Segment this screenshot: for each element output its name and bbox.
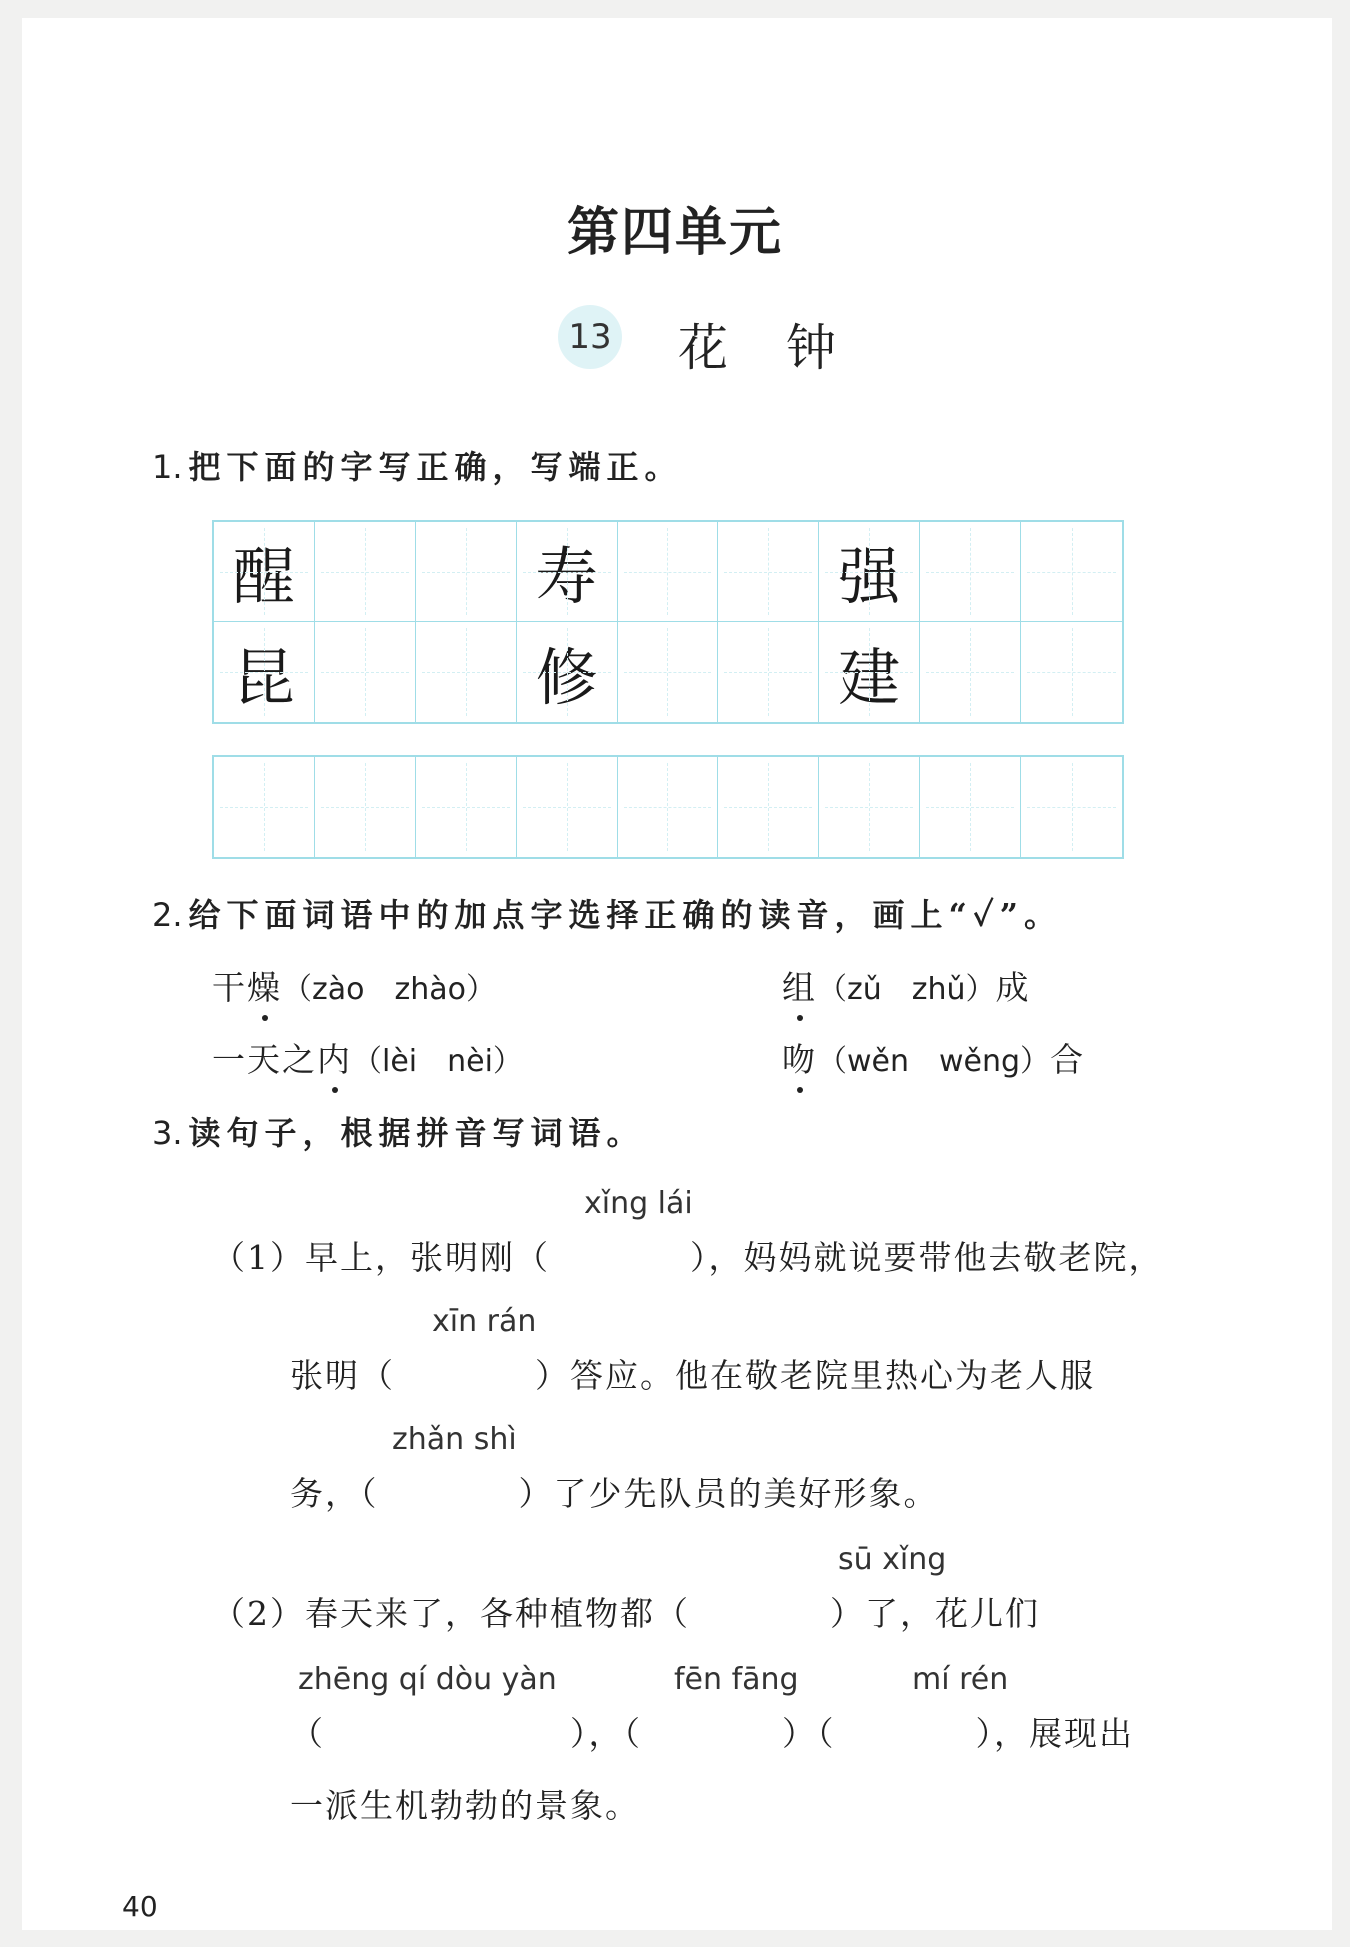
grid-cell[interactable]: 寿 [517, 522, 618, 622]
word-text: 成 [995, 968, 1031, 1007]
writing-grid-model [212, 520, 1124, 724]
pronunciation-item-4[interactable] [782, 1034, 1085, 1081]
grid-cell-blank[interactable] [1021, 757, 1122, 857]
question-2-number: 2. [152, 896, 183, 934]
word-text: 合 [1050, 1040, 1086, 1079]
grid-cell-blank[interactable] [920, 757, 1021, 857]
pinyin-options[interactable]: （wěn wěng） [817, 1044, 1051, 1079]
question-1-instruction: 把下面的字写正确，写端正。 [188, 448, 683, 486]
grid-cell[interactable] [416, 622, 517, 722]
sentence-1-line-2: 张明（ ）答应。他在敬老院里热心为老人服 [290, 1356, 1095, 1395]
grid-cell[interactable] [315, 522, 416, 622]
grid-cell[interactable] [618, 622, 719, 722]
grid-cell-blank[interactable] [819, 757, 920, 857]
sentence-1-line-3: 务，（ ）了少先队员的美好形象。 [290, 1474, 939, 1513]
grid-cell-blank[interactable] [214, 757, 315, 857]
grid-cell-blank[interactable] [315, 757, 416, 857]
grid-cell[interactable] [315, 622, 416, 722]
pinyin-hint: xīn rán [432, 1304, 537, 1339]
pinyin-hint: xǐng lái [584, 1186, 693, 1221]
grid-cell[interactable] [718, 522, 819, 622]
question-2 [152, 890, 1062, 936]
grid-cell[interactable]: 修 [517, 622, 618, 722]
pronunciation-item-3[interactable] [212, 1034, 523, 1081]
grid-cell[interactable] [920, 622, 1021, 722]
grid-cell-blank[interactable] [618, 757, 719, 857]
page-number: 40 [122, 1890, 158, 1923]
question-3-instruction: 读句子，根据拼音写词语。 [188, 1114, 645, 1152]
pinyin-hint: mí rén [912, 1662, 1009, 1697]
sentence-2-line-2: （ ），（ ）（ ），展现出 [290, 1714, 1134, 1753]
pinyin-options[interactable]: （lèi nèi） [352, 1044, 523, 1079]
question-3 [152, 1108, 645, 1154]
pinyin-options[interactable]: （zǔ zhǔ） [817, 972, 996, 1007]
grid-cell[interactable] [1021, 522, 1122, 622]
pinyin-hint: fēn fāng [674, 1662, 799, 1697]
pinyin-hint: zhēng qí dòu yàn [298, 1662, 557, 1697]
question-3-number: 3. [152, 1114, 183, 1152]
grid-cell-blank[interactable] [416, 757, 517, 857]
dotted-char: 内 [317, 1034, 352, 1081]
word-text: 干 [212, 968, 247, 1007]
pronunciation-item-1[interactable] [212, 962, 496, 1009]
pronunciation-item-2[interactable] [782, 962, 1031, 1009]
unit-title: 第四单元 [566, 202, 783, 263]
grid-cell-blank[interactable] [718, 757, 819, 857]
pinyin-options[interactable]: （zào zhào） [282, 972, 496, 1007]
sentence-1-line-1: （1）早上，张明刚（ ），妈妈就说要带他去敬老院， [212, 1238, 1164, 1277]
grid-cell[interactable] [416, 522, 517, 622]
grid-cell-blank[interactable] [517, 757, 618, 857]
grid-cell[interactable]: 醒 [214, 522, 315, 622]
dotted-char: 吻 [782, 1034, 817, 1081]
grid-cell[interactable] [618, 522, 719, 622]
question-2-instruction: 给下面词语中的加点字选择正确的读音，画上“✓”。 [188, 896, 1062, 934]
lesson-title: 花钟 [678, 319, 894, 377]
lesson-number-badge: 13 [558, 305, 622, 369]
dotted-char: 燥 [247, 962, 282, 1009]
grid-cell[interactable] [920, 522, 1021, 622]
pinyin-hint: zhǎn shì [392, 1422, 517, 1457]
sentence-2-line-3: 一派生机勃勃的景象。 [290, 1786, 640, 1825]
writing-grid-blank [212, 755, 1124, 859]
dotted-char: 组 [782, 962, 817, 1009]
word-text: 一天之 [212, 1040, 317, 1079]
grid-cell[interactable]: 昆 [214, 622, 315, 722]
grid-cell[interactable] [1021, 622, 1122, 722]
grid-cell[interactable] [718, 622, 819, 722]
grid-cell[interactable]: 建 [819, 622, 920, 722]
pinyin-hint: sū xǐng [838, 1542, 947, 1577]
sentence-2-line-1: （2）春天来了，各种植物都（ ）了，花儿们 [212, 1594, 1040, 1633]
question-1 [152, 442, 683, 488]
question-1-number: 1. [152, 448, 183, 486]
grid-cell[interactable]: 强 [819, 522, 920, 622]
